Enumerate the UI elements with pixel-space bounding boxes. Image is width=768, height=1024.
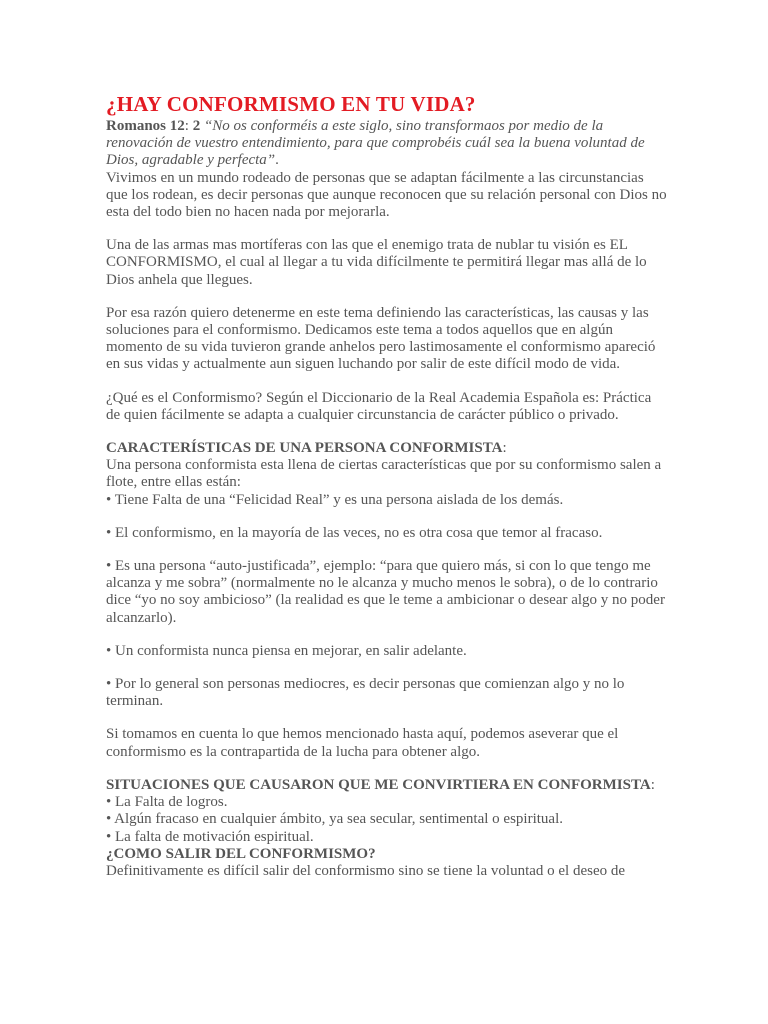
characteristics-item: • Un conformista nunca piensa en mejorar, en salir adelante. <box>106 642 467 659</box>
verse-quote: “No os conforméis a este siglo, sino transformaos por medio de la renovación de vuestro entendimiento, para que comprobéis cuál sea la buena voluntad de Dios, agradable y perfecta” <box>106 118 645 169</box>
paragraph-enemy: Una de las armas mas mortíferas con las que el enemigo trata de nublar tu visión es EL CONFORMISMO, el cual al llegar a tu vida difícilmente te permitirá llegar mas allá de lo Dios anhela que llegues. <box>106 237 647 288</box>
verse-ref-book: Romanos 12 <box>106 118 185 134</box>
situations-item: • La Falta de logros. <box>106 794 228 811</box>
characteristics-intro: Una persona conformista esta llena de ciertas características que por su conformismo salen a flote, entre ellas están: <box>106 457 662 491</box>
situations-heading-colon: : <box>650 776 655 793</box>
verse-ref-num: 2 <box>192 118 201 134</box>
situations-item: • La falta de motivación espiritual. <box>106 828 314 845</box>
verse-block <box>106 118 668 170</box>
situations-heading <box>106 777 668 794</box>
characteristics-heading-text: CARACTERÍSTICAS DE UNA PERSONA CONFORMISTA <box>106 440 503 457</box>
characteristics-item: • El conformismo, en la mayoría de las veces, no es otra cosa que temor al fracaso. <box>106 524 603 541</box>
characteristics-heading <box>106 440 668 457</box>
characteristics-item: • Tiene Falta de una “Felicidad Real” y es una persona aislada de los demás. <box>106 491 564 508</box>
characteristics-conclusion: Si tomamos en cuenta lo que hemos mencionado hasta aquí, podemos aseverar que el conformismo es la contrapartida de la lucha para obtener algo. <box>106 726 619 760</box>
characteristics-item: • Por lo general son personas mediocres, es decir personas que comienzan algo y no lo terminan. <box>106 676 625 710</box>
characteristics-heading-colon: : <box>502 440 507 457</box>
paragraph-intro: Vivimos en un mundo rodeado de personas que se adaptan fácilmente a las circunstancias que los rodean, es decir personas que aunque reconocen que su relación personal con Dios no esta del todo bien no hacen nada por mejorarla. <box>106 169 667 221</box>
paragraph-reason: Por esa razón quiero detenerme en este tema definiendo las características, las causas y las soluciones para el conformismo. Dedicamos este tema a todos aquellos que en algún momento de su vida tuvieron grande anhelos pero lastimosamente el conformismo apareció en sus vidas y actualmente aun siguen luchando por salir de este difícil modo de vida. <box>106 304 656 373</box>
page-title: ¿HAY CONFORMISMO EN TU VIDA? <box>106 92 476 116</box>
situations-heading-text: SITUACIONES QUE CAUSARON QUE ME CONVIRTIERA EN CONFORMISTA <box>106 776 651 793</box>
situations-item: • Algún fracaso en cualquier ámbito, ya sea secular, sentimental o espiritual. <box>106 811 563 828</box>
exit-heading: ¿COMO SALIR DEL CONFORMISMO? <box>106 845 376 862</box>
verse-quote-end: . <box>275 152 279 169</box>
paragraph-definition: ¿Qué es el Conformismo? Según el Diccionario de la Real Academia Española es: Práctica de quien fácilmente se adapta a cualquier circunstancia de carácter público o privado. <box>106 389 652 423</box>
exit-text: Definitivamente es difícil salir del conformismo sino se tiene la voluntad o el deseo de <box>106 862 626 879</box>
verse-ref-sep: : <box>184 118 193 134</box>
characteristics-item: • Es una persona “auto-justificada”, ejemplo: “para que quiero más, si con lo que tengo me alcanza y me sobra” (normalmente no le alcanza y mucho menos le sobra), o de lo contrario dice “yo no soy ambicioso” (la realidad es que le teme a ambicionar o desear algo y no poder alcanzarlo). <box>106 558 665 626</box>
